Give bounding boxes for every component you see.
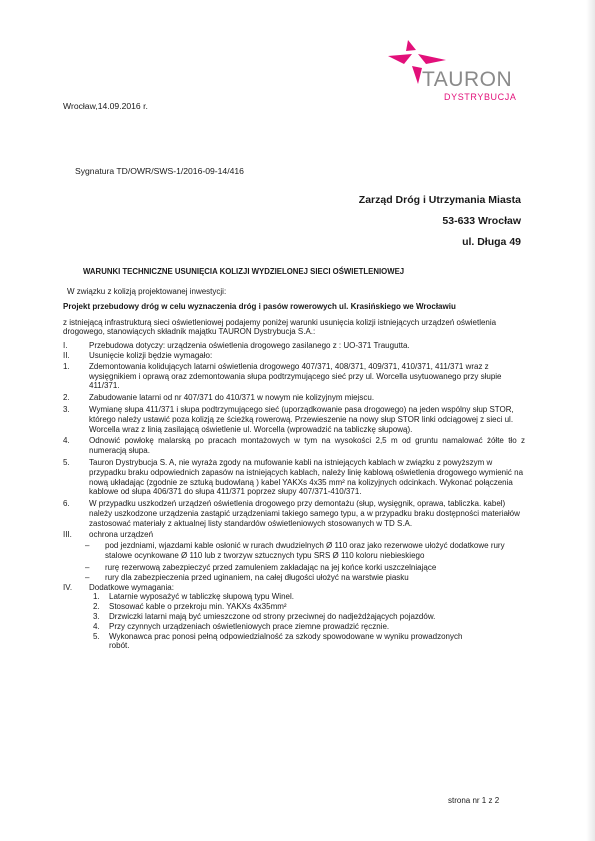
intro-text: W związku z kolizją projektowanej inwestycji:	[67, 287, 227, 296]
list-item: 2. Stosować kable o przekroju min. YAKXs 4x35mm²	[93, 602, 287, 612]
signature: Sygnatura TD/OWR/SWS-1/2016-09-14/416	[75, 166, 244, 176]
extra-list	[63, 592, 525, 651]
tauron-logo	[378, 38, 528, 108]
list-item: 6. W przypadku uszkodzeń urządzeń oświetlenia drogowego przy demontażu (słup, wysięgnik, oprawa, tabliczka. kabel) należy uszkodzone urządzenia zastąpić urządzeniami takiego samego typu, a w przypadku braku dostępności materiałów zastosować materiały z aktualnej listy standardów oświetleniowych stosowanych w TD S.A.	[63, 499, 520, 528]
document-title: WARUNKI TECHNICZNE USUNIĘCIA KOLIZJI WYDZIELONEJ SIECI OŚWIETLENIOWEJ	[83, 267, 405, 276]
intro-paragraph: z istniejącą infrastrukturą sieci oświetleniowej podajemy poniżej warunki usunięcia kolizji istniejących urządzeń oświetlenia drogowego, stanowiących składnik majątku TAURON Dystrybucja S.A.:	[63, 317, 497, 337]
brand-sub: DYSTRYBUCJA	[444, 92, 517, 102]
page-number: strona nr 1 z 2	[448, 796, 500, 805]
place-date: Wrocław,14.09.2016 r.	[63, 101, 148, 111]
list-item: – pod jezdniami, wjazdami kable osłonić w rurach dwudzielnych Ø 110 oraz jako rezerwowe ułożyć dodatkowe rury stalowe ocynkowane Ø 110 lub z tworzyw sztucznych typu SRS Ø 110 koloru niebieskiego	[85, 541, 505, 561]
roman-item: II. Usunięcie kolizji będzie wymagało:	[63, 350, 213, 360]
page-edge-shadow	[586, 0, 595, 841]
list-item: – rury dla zabezpieczenia przed uginaniem, na całej długości ułożyć na warstwie piasku	[85, 572, 409, 582]
list-item: 3. Wymianę słupa 411/371 i słupa podtrzymującego sieć (uporządkowanie pasa drogowego) na jeden wspólny słup STOR, którego należy ustawić poza kolizją ze ścieżką rowerową. Przewieszenie na nowy słup STOR linki odciągowej z sieci ul. Worcella wraz z linią zasilającą oświetlenie ul. Worcella (wprowadzić na tabliczkę słupową).	[63, 404, 514, 434]
roman-item: III. ochrona urządzeń	[63, 529, 154, 539]
roman-item: I. Przebudowa dotyczy: urządzenia oświetlenia drogowego zasilanego z : UO-371 Traugutta.	[63, 341, 410, 351]
list-item: 5. Wykonawca prac ponosi pełną odpowiedzialność za szkody spowodowane w wyniku prowadzonych robót.	[93, 631, 463, 651]
roman-item: IV. Dodatkowe wymagania:	[63, 582, 174, 592]
list-item: 5. Tauron Dystrybucja S. A, nie wyraża zgody na mufowanie kabli na istniejących kablach w związku z powyższym w przypadku braku odpowiednich zapasów na istniejących kablach, należy linię kablową oświetlenia drogowego wymienić na nową układając (zgodnie ze sztuką budowlaną ) kabel YAKXs 4x35 mm² na kolizyjnych odcinkach. Wykonać połączenia kablowe od słupa 406/371 do słupa 411/371 poprzez słupy 407/371-410/371.	[63, 457, 524, 497]
list-item: 3. Drzwiczki latarni mają być umieszczone od strony przeciwnej do nadjeżdżających pojazdów.	[93, 611, 436, 621]
requirements-list	[63, 362, 525, 529]
project-name: Projekt przebudowy dróg w celu wyznaczenia dróg i pasów rowerowych ul. Krasińskiego we Wrocławiu	[63, 301, 456, 311]
protection-list	[63, 541, 525, 582]
list-item: – rurę rezerwową zabezpieczyć przed zamuleniem zakładając na jej końce korki uszczelniające	[85, 562, 437, 572]
list-item: 4. Przy czynnych urządzeniach oświetleniowych prace ziemne prowadzić ręcznie.	[93, 621, 390, 631]
list-item: 2. Zabudowanie latarni od nr 407/371 do 410/371 w nowym nie kolizyjnym miejscu.	[63, 393, 375, 403]
list-item: 4. Odnowić powłokę malarską po pracach montażowych w tym na wysokości 2,5 m od gruntu namalować żółte tło z numeracją słupa.	[63, 436, 525, 456]
list-item: 1. Zdemontowania kolidujących latarni oświetlenia drogowego 407/371, 408/371, 409/371, 410/371, 411/371 wraz z wysięgnikiem i oprawą oraz zdemontowania słupa podtrzymującego sieć przy ul. Worcella usytuowanego przy słupie 411/371.	[63, 361, 502, 391]
brand-name: TAURON	[422, 68, 513, 91]
recipient	[359, 190, 521, 253]
recipient-line: 53-633 Wrocław	[442, 215, 521, 227]
recipient-line: ul. Długa 49	[462, 236, 521, 248]
recipient-line: Zarząd Dróg i Utrzymania Miasta	[358, 194, 521, 206]
list-item: 1. Latarnie wyposażyć w tabliczkę słupową typu Winel.	[93, 592, 294, 602]
